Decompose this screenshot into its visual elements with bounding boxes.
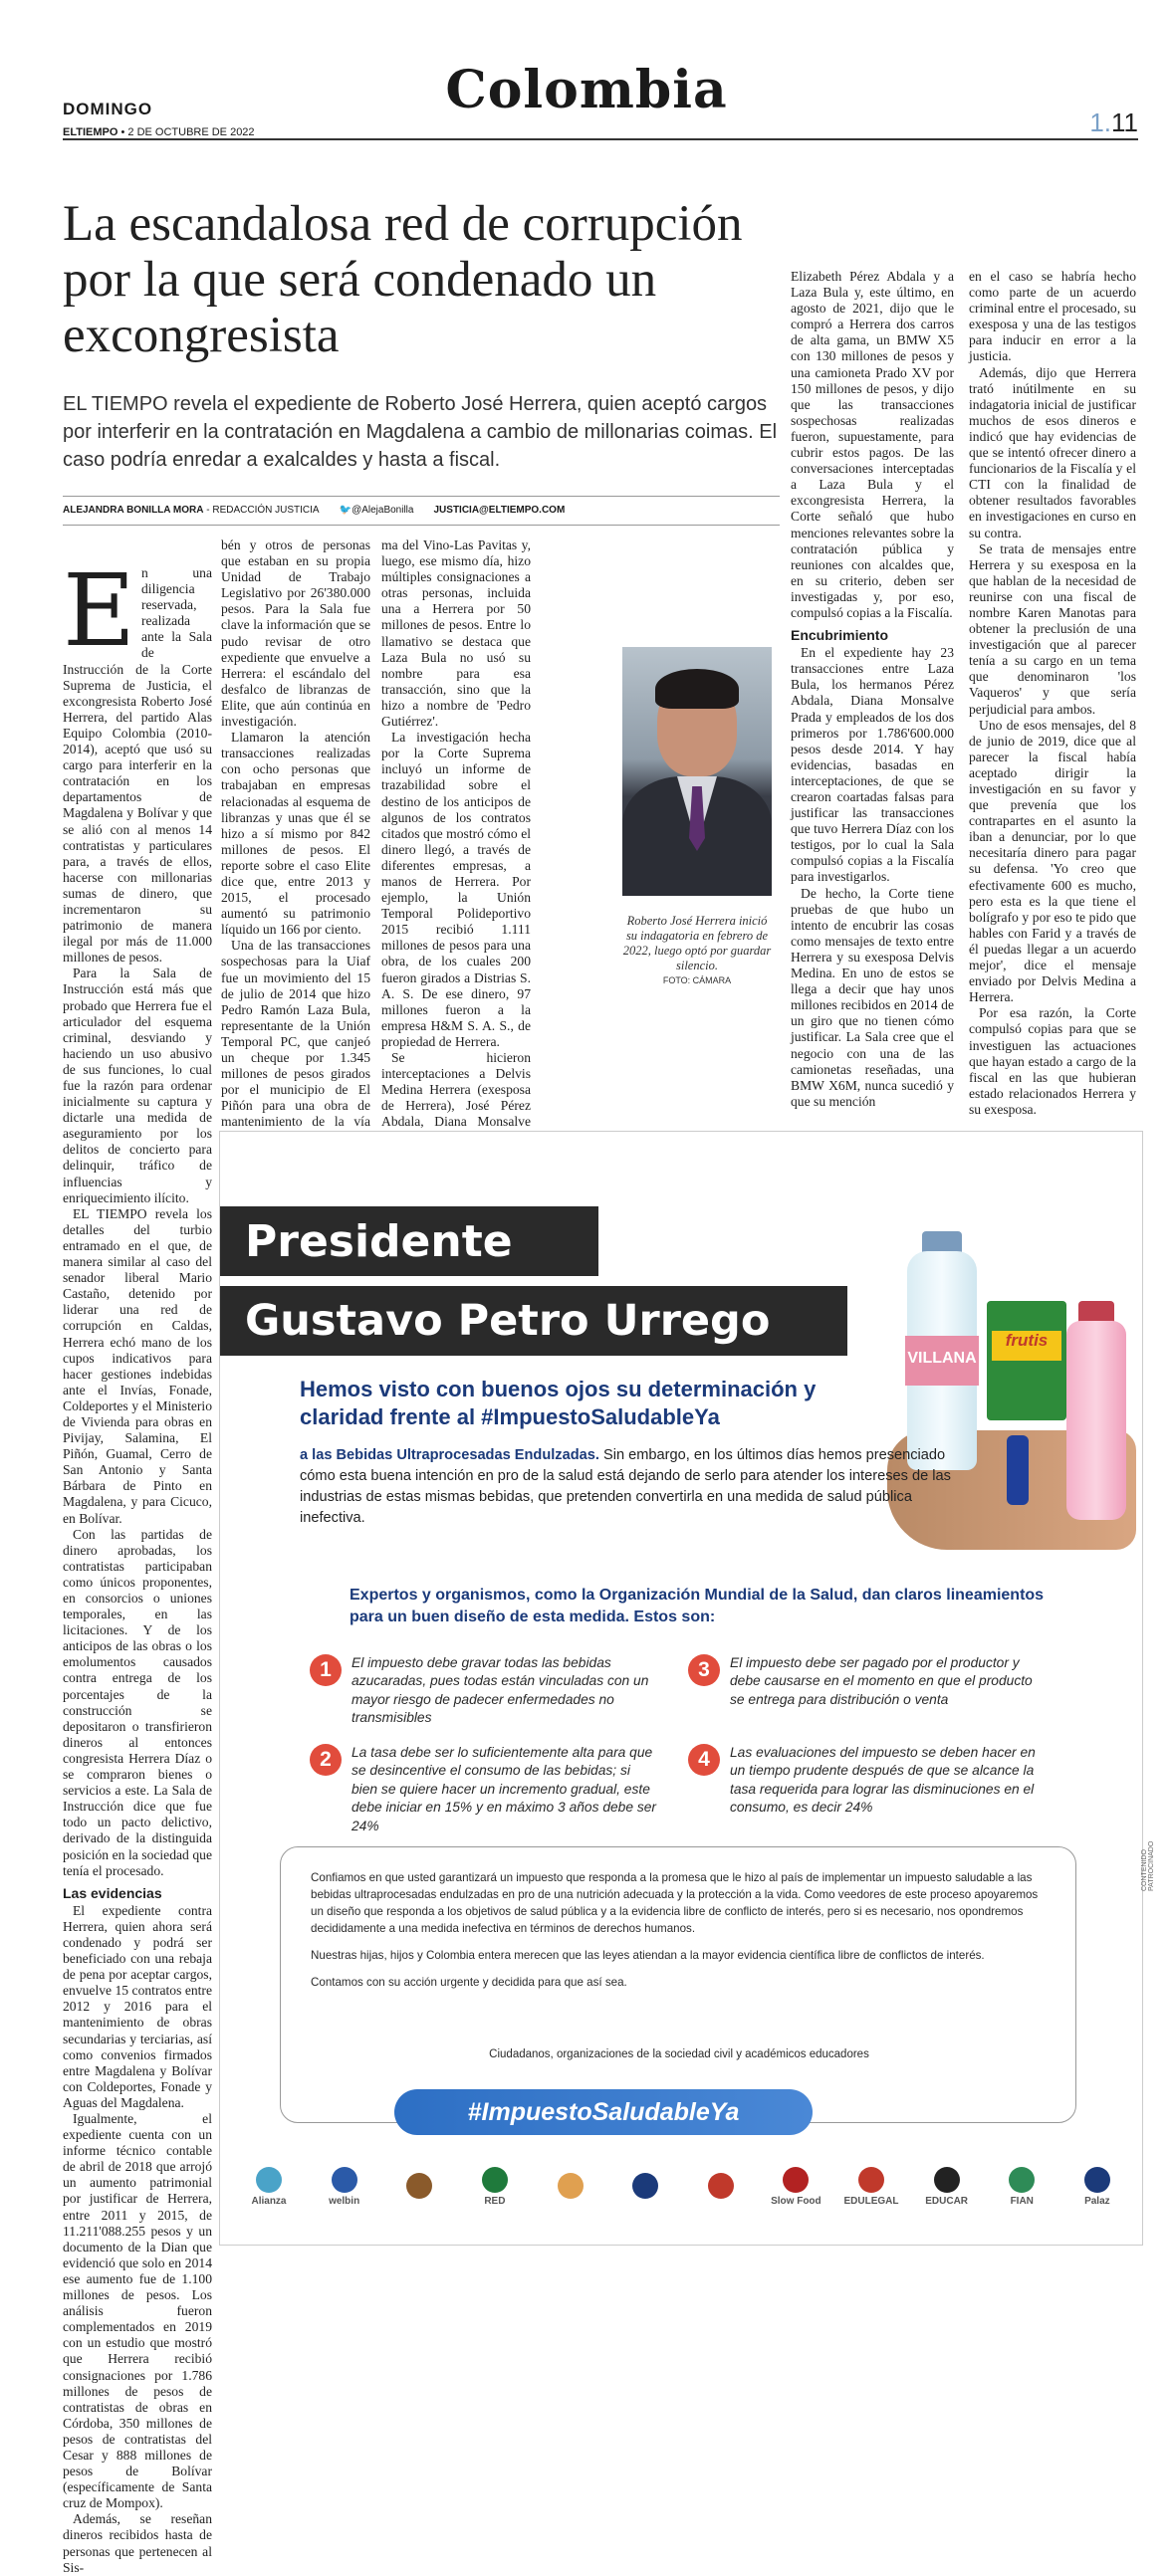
logo-mark-icon: [783, 2167, 809, 2193]
logo-mark-icon: [708, 2173, 734, 2199]
header-rule: [63, 138, 1138, 140]
subhead-evidencias: Las evidencias: [63, 1884, 162, 1901]
page-number: [1089, 107, 1138, 138]
caption-text: Roberto José Herrera inició su indagatoria en febrero de 2022, luego optó por guardar silencio.: [622, 914, 772, 972]
paragraph: En el expediente hay 23 transacciones entre Laza Bula, los hermanos Pérez Abdala, Diana Monsalve Prada y empleados de los dos primeros por 1.786'600.000 pesos desde 2014. Y hay evidencias, basadas en interceptaciones, de que se crearon coartadas falsas para justificar las transacciones que tuvo Herrera Díaz con los testigos, por lo cual la Sala compulsó copias a la Fiscalía para investigarlos.: [791, 645, 954, 885]
sponsor-logo: [767, 2167, 824, 2207]
ad-band-presidente: Presidente: [220, 1206, 598, 1276]
guideline-text: El impuesto debe ser pagado por el productor y debe causarse en el momento en que el producto se entrega para distribución o venta: [730, 1655, 1033, 1707]
pink-bottle-icon: [1066, 1321, 1126, 1520]
paragraph: Además, dijo que Herrera trató inútilmente en su indagatoria inicial de justificar muchos de esos dineros e indicó que hay evidencias de que se intentó ofrecer dinero a funcionarios de la Fiscalía y el CTI con la finalidad de obtener resultados favorables en investigaciones en curso en su contra.: [969, 364, 1136, 540]
paragraph: El expediente contra Herrera, quien ahora será condenado y podrá ser beneficiado con una rebaja de pena por aceptar cargos, envuelve 15 contratos entre 2012 y 2016 para el mantenimiento de obras secundarias y terciarias, así como convenios firmados entre Magdalena y Bolívar con Coldeportes, Fonade y Aguas del Magdalena.: [63, 1902, 212, 2110]
bottle-label: VILLANA: [905, 1336, 979, 1386]
letter-paragraph: Contamos con su acción urgente y decidida para que así sea.: [311, 1976, 627, 1989]
dropcap: E: [63, 552, 135, 669]
logo-mark-icon: [632, 2173, 658, 2199]
guideline-text: La tasa debe ser lo suficientemente alta para que se desincentive el consumo de las bebidas; si bien se quiere hacer un incremento gradual, este debe iniciar en 15% y en máximo 3 años debe ser 24%: [352, 1745, 657, 1833]
paragraph: Con las partidas de dinero aprobadas, los contratistas participaban como únicos proponentes, en consorcios o uniones temporales, en las licitaciones. Y de los anticipos de las obras o los emolumentos causados contra entrega de los porcentajes de la construcción se depositaron o transfirieron dineros al entonces congresista Herrera Díaz o se compraron bienes o servicios a este. La Sala de Instrucción dice que fue todo un pacto delictivo, derivado de la distinguida posición en la sociedad que tenía el procesado.: [63, 1526, 212, 1878]
sponsor-logo: [316, 2167, 373, 2207]
logo-mark-icon: [1084, 2167, 1110, 2193]
author: ALEJANDRA BONILLA MORA: [63, 505, 204, 516]
logo-text: RED: [484, 2196, 506, 2207]
hair-shape: [655, 669, 739, 709]
logo-text: Alianza: [251, 2196, 287, 2207]
photo-credit: FOTO: CÁMARA: [662, 975, 732, 985]
paragraph: Se hicieron interceptaciones a Delvis Medina Herrera (exesposa de Herrera), José Pérez Abdala, Diana Monsalve: [381, 1050, 531, 1130]
paragraph: bén y otros de personas que estaban en su propia Unidad de Trabajo Legislativo por 26'380.000 pesos. Para la Sala fue clave la información que se pudo revisar de otro expediente que envuelve a Herrera: el escándalo del desfalco de libranzas de Elite, que aún continúa en investigación.: [221, 537, 370, 730]
hashtag-banner: #ImpuestoSaludableYa: [394, 2089, 813, 2135]
paragraph: Se trata de mensajes entre Herrera y su exesposa en la que hablan de la necesidad de reunirse con una fiscal de nombre Karen Manotas para obtener la preclusión de una investigación que al parecer tenía a su cargo en un tema que denominaron 'los Vaqueros' y que sería perjudicial para ambos.: [969, 540, 1136, 717]
sponsor-logo: [918, 2167, 976, 2207]
juice-box-icon: [987, 1301, 1066, 1420]
number-badge: 4: [688, 1744, 720, 1776]
article-column-3: [381, 537, 531, 1147]
section-title: Colombia: [445, 60, 728, 120]
paragraph: Uno de esos mensajes, del 8 de junio de 2019, dice que al parecer la fiscal había aceptado dirigir la investigación en su favor y que prevenía que los contrapartes en el asunto la iban a denunciar, por lo que necesitaría dinero para pagar su defensa. 'Yo creo que efectivamente 600 es mucho, pero esta es la que tiene el bolígrafo y por eso te pido que hables con Farid y a través de él puedas llegar a un acuerdo mejor', dice el mensaje enviado por Delvis Medina a Herrera.: [969, 717, 1136, 1005]
photo-caption: [622, 914, 772, 988]
paper-name: ELTIEMPO: [63, 126, 118, 138]
logo-mark-icon: [858, 2167, 884, 2193]
sponsor-logo: [542, 2173, 599, 2202]
logo-text: Slow Food: [771, 2196, 821, 2207]
paragraph: Por esa razón, la Corte compulsó copias para que se investiguen las actuaciones que hayan estado a cargo de la fiscal en las que hubieran estado relacionados Herrera y su exesposa.: [969, 1005, 1136, 1117]
subhead-encubrimiento: Encubrimiento: [791, 627, 889, 644]
sponsored-label: CONTENIDO PATROCINADO: [1141, 1840, 1155, 1891]
twitter-icon: 🐦: [339, 505, 352, 516]
ad-signature: Ciudadanos, organizaciones de la sociedad civil y académicos educadores: [489, 2048, 869, 2060]
ad-headline: Hemos visto con buenos ojos su determinación y claridad frente al #ImpuestoSaludableYa: [300, 1377, 817, 1429]
number-badge: 1: [310, 1654, 342, 1686]
paragraph: Además, se reseñan dineros recibidos hasta de personas que pertenecen al Sis-: [63, 2511, 212, 2575]
article-column-4: [791, 269, 954, 1110]
ad-body: [300, 1445, 957, 1529]
logo-mark-icon: [558, 2173, 584, 2199]
ad-body-text: Sin embargo, en los últimos días hemos presenciado cómo esta buena intención en pro de la salud está dejando de serlo para atender los intereses de las industrias de estas mismas bebidas, que pretenden convertirla en una medida de salud pública inefectiva.: [300, 1447, 951, 1526]
byline-rule: [63, 525, 780, 526]
paragraph: Una de las transacciones sospechosas para la Uiaf fue un movimiento del 15 de julio de 2014 que hizo Pedro Ramón Laza Bula, representante de la Unión Temporal PC, que canjeó un cheque por 1.345 millones de pesos girados por el municipio de El Piñón para una obra de mantenimiento de la vía: [221, 938, 370, 1130]
logo-text: EDULEGAL: [843, 2196, 899, 2207]
sponsor-logo: [616, 2173, 674, 2202]
page-prefix: 1.: [1089, 107, 1111, 137]
paragraph: De hecho, la Corte tiene pruebas de que hubo un intento de encubrir las cosas como mensajes de texto entre Herrera y su exesposa Delvis Medina. En uno de estos se llega a decir que hay unos millones recibidos en 2014 de un giro que no tienen cómo justificar. La Sala cree que el negocio con una de las camionetas reseñadas, una BMW X6M, nunca sucedió y que su mención: [791, 885, 954, 1109]
logo-mark-icon: [482, 2167, 508, 2193]
twitter-handle[interactable]: 🐦@AlejaBonilla: [339, 505, 414, 516]
sponsor-logo: [466, 2167, 524, 2207]
deck: EL TIEMPO revela el expediente de Roberto José Herrera, quien aceptó cargos por interferir en la contratación en Magdalena a cambio de millonarias coimas. El caso podría enredar a exalcaldes y hasta a fiscal.: [63, 393, 778, 471]
sponsor-logo: [993, 2167, 1051, 2207]
paragraph: en el caso se habría hecho como parte de un acuerdo criminal entre el procesado, su exesposa y una de las testigos para inducir en error a la justicia.: [969, 269, 1136, 364]
number-badge: 3: [688, 1654, 720, 1686]
ad-letter-box: [280, 1846, 1076, 2123]
juice-box-label: frutis: [992, 1331, 1061, 1361]
sponsor-logo: [692, 2173, 750, 2202]
logo-mark-icon: [934, 2167, 960, 2193]
logo-text: welbin: [329, 2196, 360, 2207]
guideline-4: [688, 1744, 1037, 1818]
guideline-1: [310, 1654, 658, 1728]
wristband-icon: [1007, 1435, 1029, 1505]
letter-paragraph: Confiamos en que usted garantizará un impuesto que responda a la promesa que le hizo al país de implementar un impuesto saludable a las bebidas ultraprocesadas endulzadas en pro de una nutrición adecuada y la protección a la vida. Como veedores de este proceso apoyaremos un diseño que responda a los objetivos de salud pública y a la evidencia libre de conflicto de interés, pero si es necesario, nos opondremos decididamente a una medida inefectiva en términos de derechos humanos.: [311, 1871, 1039, 1935]
department: - REDACCIÓN JUSTICIA: [206, 505, 320, 516]
article-column-1: [63, 552, 212, 2576]
guideline-text: El impuesto debe gravar todas las bebidas azucaradas, pues todas están vinculadas con un mayor riesgo de padecer enfermedades no transmisibles: [352, 1655, 649, 1726]
letter-paragraph: Nuestras hijas, hijos y Colombia entera merecen que las leyes atiendan a la mayor evidencia científica libre de conflictos de interés.: [311, 1949, 985, 1962]
guideline-2: [310, 1744, 658, 1835]
logo-text: EDUCAR: [925, 2196, 969, 2207]
dateline: ELTIEMPO • 2 DE OCTUBRE DE 2022: [63, 126, 255, 138]
ad-band-name: Gustavo Petro Urrego: [220, 1286, 847, 1356]
paragraph: ma del Vino-Las Pavitas y, luego, ese mismo día, hizo múltiples consignaciones a otras personas, incluida una a Herrera por 50 millones de pesos. Entre lo llamativo se destaca que Laza Bula no usó su nombre para esa transacción, sino que la hizo a nombre de 'Pedro Gutiérrez'.: [381, 537, 531, 730]
logo-mark-icon: [332, 2167, 357, 2193]
headline: La escandalosa red de corrupción por la que será condenado un excongresista: [63, 196, 743, 363]
advertisement: [219, 1131, 1143, 2246]
ad-body-bold: a las Bebidas Ultraprocesadas Endulzadas.: [300, 1447, 599, 1463]
logo-text: FIAN: [1010, 2196, 1034, 2207]
ad-subheading: Expertos y organismos, como la Organización Mundial de la Salud, dan claros lineamientos para un buen diseño de esta medida. Estos son:: [350, 1587, 1045, 1625]
sponsor-logo: [1068, 2167, 1126, 2207]
sponsor-logo: [240, 2167, 298, 2207]
portrait-photo: [622, 647, 772, 896]
paragraph: n una diligencia reservada, realizada ante la Sala de Instrucción de la Corte Suprema de Justicia, el excongresista Roberto José Herrera, del partido Alas Equipo Colombia (2010-2014), aceptó que usó su cargo para interferir en la contratación en los departamentos de Magdalena y Bolívar y que se alió con al menos 14 contratistas y particulares para, a través de ellos, hacerse con millonarias sumas de dinero, que incrementaron su patrimonio de manera ilegal por más de 11.000 millones de pesos.: [63, 565, 212, 966]
article-column-2: [221, 537, 370, 1147]
paragraph: Elizabeth Pérez Abdala y a Laza Bula y, este último, en agosto de 2021, dijo que le compró a Herrera dos carros de alta gama, un BMW X5 con 130 millones de pesos y una camioneta Prado XV por 150 millones de pesos, y dijo que las transacciones sospechosas realizadas fueron, supuestamente, para cubrir estos pagos. De las conversaciones interceptadas a Laza Bula y el excongresista Herrera, la Corte señaló que hubo menciones relevantes sobre la contratación pública y reuniones con alcaldes que, en su criterio, deben ser investigadas y, por eso, compulsó copias a la Fiscalía.: [791, 269, 954, 620]
sponsor-logo: [390, 2173, 448, 2202]
paragraph: Igualmente, el expediente cuenta con un informe técnico contable de abril de 2018 que arrojó un aumento patrimonial por justificar de Herrera, entre 2011 y 2015, de 11.211'088.255 pesos y un documento de la Dian que evidenció que solo en 2014 ese aumento fue de 1.100 millones de pesos. Los análisis fueron complementados en 2019 con un estudio que mostró que Herrera recibió consignaciones por 1.786 millones de pesos de contratistas de obras en Córdoba, 350 millones de pesos de contratistas del Cesar y 888 millones de pesos de Bolívar (específicamente de Santa cruz de Mompox).: [63, 2111, 212, 2511]
page-number-value: 11: [1111, 107, 1138, 137]
sponsor-logos: [240, 2152, 1126, 2222]
email-link[interactable]: JUSTICIA@ELTIEMPO.COM: [433, 505, 566, 516]
paragraph: La investigación hecha por la Corte Suprema incluyó un informe de trazabilidad sobre el destino de los anticipos de algunos de los contratos citados que mostró cómo el dinero llegó, a través de diferentes empresas, a manos de Herrera. Por ejemplo, la Unión Temporal Polideportivo 2015 recibió 1.111 millones de pesos para una obra, de los cuales 200 fueron girados a Distrias S. A. S. De ese dinero, 97 millones fueron a la empresa H&M S. A. S., de propiedad de Herrera.: [381, 730, 531, 1049]
sponsor-logo: [842, 2167, 900, 2207]
article-column-5: [969, 269, 1136, 1118]
logo-mark-icon: [406, 2173, 432, 2199]
day-label: DOMINGO: [63, 100, 153, 118]
number-badge: 2: [310, 1744, 342, 1776]
paragraph: Llamaron la atención transacciones realizadas con ocho personas que trabajaban en empresas relacionadas al esquema de libranzas y unas que él se hizo a sí mismo por 842 millones de pesos. El reporte sobre el caso Elite dice que, entre 2013 y 2015, el procesado aumentó su patrimonio líquido un 166 por ciento.: [221, 730, 370, 938]
paragraph: EL TIEMPO revela los detalles del turbio entramado en el que, de manera similar al caso del senador liberal Mario Castaño, detenido por liderar una red de corrupción en Caldas, Herrera echó mano de los cupos indicativos para hacer gestiones indebidas ante el Invías, Fonade, Coldeportes y el Ministerio de Vivienda para obras en Pivijay, Salamina, El Piñón, Guamal, Cerro de San Antonio y Santa Bárbara de Pinto en Magdalena, y para Cicuco, en Bolívar.: [63, 1205, 212, 1526]
logo-mark-icon: [1009, 2167, 1035, 2193]
guideline-3: [688, 1654, 1037, 1709]
logo-mark-icon: [256, 2167, 282, 2193]
guideline-text: Las evaluaciones del impuesto se deben hacer en un tiempo prudente después de que se alcance la tasa requerida para lograr las disminuciones en el consumo, es decir 24%: [730, 1745, 1036, 1816]
date: 2 DE OCTUBRE DE 2022: [127, 126, 255, 138]
paragraph: Para la Sala de Instrucción está más que probado que Herrera fue el articulador del esquema criminal, desviando y haciendo un uso abusivo de sus funciones, lo cual fue la razón para ordenar inicialmente su captura y dictarle una medida de aseguramiento por los delitos de concierto para delinquir, tráfico de influencias y enriquecimiento ilícito.: [63, 966, 212, 1205]
byline: [63, 496, 780, 516]
logo-text: Palaz: [1084, 2196, 1110, 2207]
